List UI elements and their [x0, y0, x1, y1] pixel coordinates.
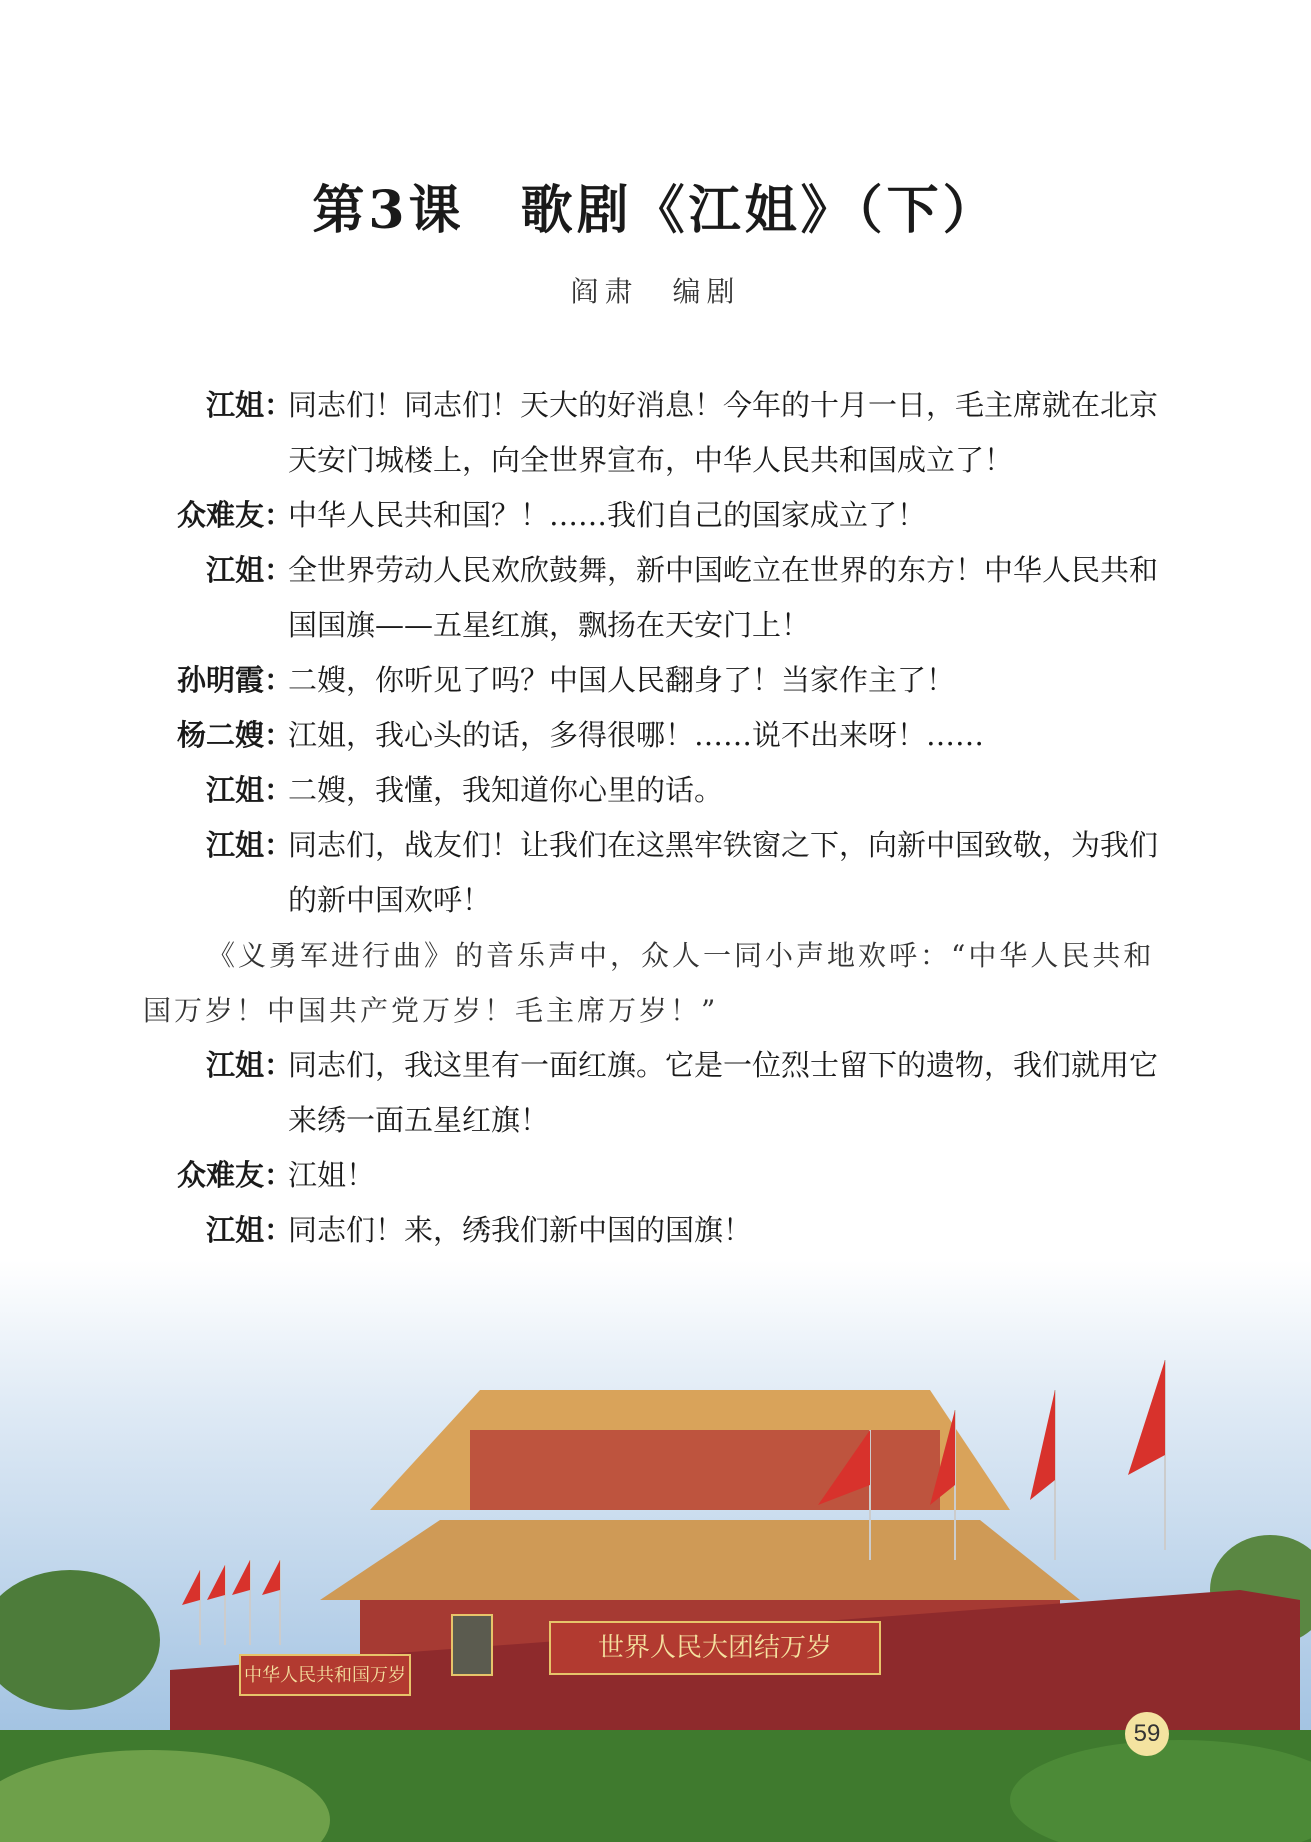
dialogue-line	[143, 1148, 1173, 1203]
speaker-name: 江姐	[205, 828, 264, 862]
speech-text: 二嫂，我懂，我知道你心里的话。	[288, 773, 724, 807]
speech-text: 同志们！来，绣我们新中国的国旗！	[288, 1213, 753, 1247]
speaker-colon: ：	[264, 1158, 294, 1192]
speech-text: 江姐！	[288, 1158, 376, 1192]
dialogue-line	[143, 708, 1173, 763]
speaker-colon: ：	[264, 663, 294, 697]
page-number: 59	[1125, 1712, 1169, 1756]
speaker-name: 杨二嫂	[176, 718, 264, 752]
speech-text: 江姐，我心头的话，多得很哪！……说不出来呀！……	[288, 718, 985, 752]
speaker-colon: ：	[264, 388, 294, 422]
speaker-name: 众难友	[176, 1158, 264, 1192]
speaker-colon: ：	[264, 1048, 294, 1082]
speaker-colon: ：	[264, 773, 294, 807]
left-banner: 中华人民共和国万岁	[244, 1665, 406, 1686]
stage-direction: 《义勇军进行曲》的音乐声中，众人一同小声地欢呼：“中华人民共和国万岁！中国共产党万岁！毛主席万岁！”	[143, 939, 1155, 1027]
tiananmen-illustration	[0, 1260, 1311, 1842]
dialogue-line	[143, 543, 1173, 653]
dialogue-line	[143, 488, 1173, 543]
speaker-name: 江姐	[205, 553, 264, 587]
author-credit: 阎肃 编剧	[570, 275, 741, 308]
speech-text: 全世界劳动人民欢欣鼓舞，新中国屹立在世界的东方！中华人民共和国国旗——五星红旗，飘扬在天安门上！	[288, 553, 1159, 642]
script-body	[143, 378, 1173, 1368]
dialogue-line	[143, 818, 1173, 928]
speaker-colon: ：	[264, 718, 294, 752]
dialogue-line	[143, 763, 1173, 818]
speaker-colon: ：	[264, 1213, 294, 1247]
speaker-name: 江姐	[205, 1048, 264, 1082]
right-banner: 世界人民大团结万岁	[597, 1633, 833, 1663]
speaker-name: 江姐	[205, 388, 264, 422]
speaker-name: 江姐	[205, 773, 264, 807]
portrait	[452, 1615, 492, 1675]
speech-text: 二嫂，你听见了吗？中国人民翻身了！当家作主了！	[288, 663, 956, 697]
speaker-colon: ：	[264, 828, 294, 862]
dialogue-line	[143, 378, 1173, 488]
dialogue-line	[143, 1203, 1173, 1258]
speaker-name: 孙明霞	[176, 663, 264, 697]
speech-text: 同志们，战友们！让我们在这黑牢铁窗之下，向新中国致敬，为我们的新中国欢呼！	[288, 828, 1159, 917]
speaker-colon: ：	[264, 553, 294, 587]
speaker-name: 江姐	[205, 1213, 264, 1247]
speech-text: 同志们，我这里有一面红旗。它是一位烈士留下的遗物，我们就用它来绣一面五星红旗！	[288, 1048, 1159, 1137]
dialogue-line	[143, 653, 1173, 708]
speaker-colon: ：	[264, 498, 294, 532]
speech-text: 同志们！同志们！天大的好消息！今年的十月一日，毛主席就在北京天安门城楼上，向全世界宣布，中华人民共和国成立了！	[288, 388, 1159, 477]
speech-text: 中华人民共和国？！……我们自己的国家成立了！	[288, 498, 927, 532]
dialogue-line	[143, 1038, 1173, 1148]
speaker-name: 众难友	[176, 498, 264, 532]
lesson-title: 第3课 歌剧《江姐》（下）	[312, 180, 999, 241]
